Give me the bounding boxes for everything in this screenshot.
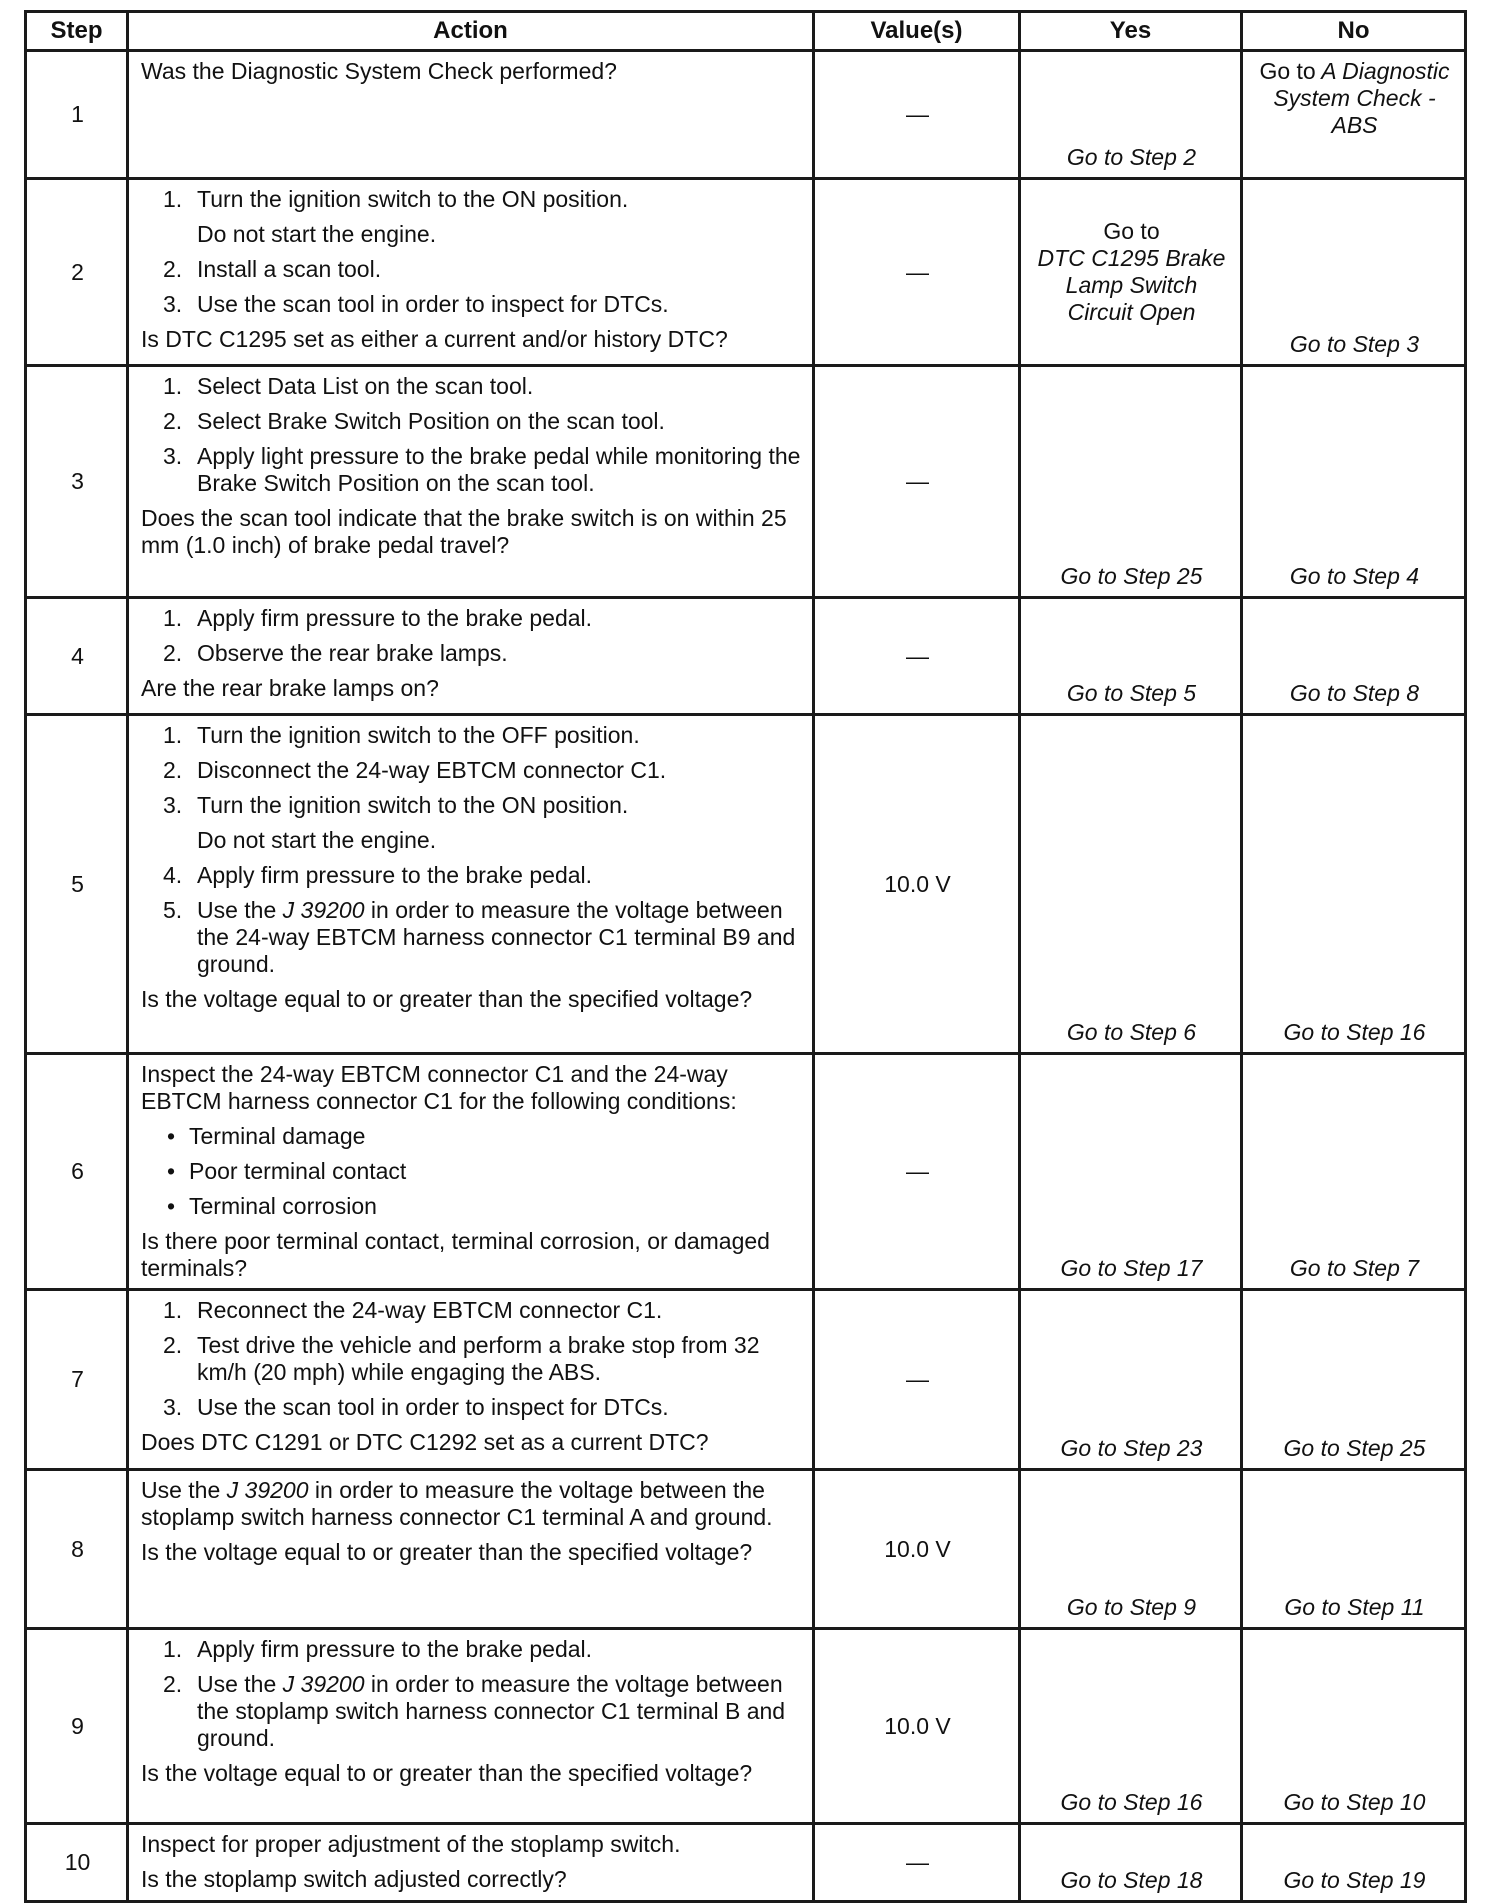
action-item: 3. Use the scan tool in order to inspect for DTCs. xyxy=(163,1394,669,1420)
no-cell: Go to Step 8 xyxy=(1242,598,1466,715)
action-item: 2. Install a scan tool. xyxy=(163,256,382,282)
action-question: Is the voltage equal to or greater than the specified voltage? xyxy=(141,986,753,1012)
header-values: Value(s) xyxy=(814,12,1020,51)
no-cell: Go to Step 3 xyxy=(1242,179,1466,366)
step-number: 2 xyxy=(26,179,128,366)
action-cell xyxy=(128,179,814,366)
step-number: 7 xyxy=(26,1290,128,1470)
no-cell: Go to Step 19 xyxy=(1242,1824,1466,1902)
action-item: 3. Turn the ignition switch to the ON position. xyxy=(163,792,629,818)
value-cell: — xyxy=(814,179,1020,366)
yes-cell: Go to Step 25 xyxy=(1020,366,1242,598)
yes-cell: Go to Step 9 xyxy=(1020,1470,1242,1629)
table-row xyxy=(26,1470,1466,1629)
table-row xyxy=(26,1824,1466,1902)
action-question: Is there poor terminal contact, terminal corrosion, or damaged terminals? xyxy=(141,1228,770,1281)
no-cell: Go to Step 10 xyxy=(1242,1629,1466,1824)
yes-cell xyxy=(1020,179,1242,366)
table-row xyxy=(26,1290,1466,1470)
action-item: 1. Select Data List on the scan tool. xyxy=(163,373,534,399)
no-cell xyxy=(1242,51,1466,179)
table-row xyxy=(26,51,1466,179)
action-item: 4. Apply firm pressure to the brake pedal. xyxy=(163,862,593,888)
table-row xyxy=(26,366,1466,598)
header-action: Action xyxy=(128,12,814,51)
value-cell: 10.0 V xyxy=(814,1629,1020,1824)
step-number: 6 xyxy=(26,1054,128,1290)
yes-cell: Go to Step 23 xyxy=(1020,1290,1242,1470)
tool-name: J 39200 xyxy=(226,1477,309,1503)
value-cell: — xyxy=(814,1290,1020,1470)
yes-cell: Go to Step 18 xyxy=(1020,1824,1242,1902)
value-cell: — xyxy=(814,1824,1020,1902)
action-item: 1. Turn the ignition switch to the OFF position. xyxy=(163,722,640,748)
action-bullet: • Terminal corrosion xyxy=(167,1193,377,1219)
action-question: Is the voltage equal to or greater than the specified voltage? xyxy=(141,1760,753,1786)
step-number: 9 xyxy=(26,1629,128,1824)
table-row xyxy=(26,1629,1466,1824)
action-cell xyxy=(128,1470,814,1629)
action-item: 2. Observe the rear brake lamps. xyxy=(163,640,508,666)
header-yes: Yes xyxy=(1020,12,1242,51)
step-number: 1 xyxy=(26,51,128,179)
action-intro: Inspect the 24-way EBTCM connector C1 and the 24-way EBTCM harness connector C1 for the following conditions: xyxy=(141,1061,737,1114)
action-cell xyxy=(128,366,814,598)
action-item: 3. Apply light pressure to the brake pedal while monitoring the Brake Switch Position on the scan tool. xyxy=(163,443,801,496)
no-cell: Go to Step 25 xyxy=(1242,1290,1466,1470)
action-cell xyxy=(128,1290,814,1470)
action-question: Was the Diagnostic System Check performed? xyxy=(141,58,617,84)
value-cell: — xyxy=(814,598,1020,715)
table-row xyxy=(26,715,1466,1054)
yes-cell: Go to Step 2 xyxy=(1020,51,1242,179)
action-cell xyxy=(128,51,814,179)
action-intro: Inspect for proper adjustment of the stoplamp switch. xyxy=(141,1831,681,1857)
action-item: 2. Use the J 39200 in order to measure the voltage between the stoplamp switch harness connector C1 terminal B and ground. xyxy=(163,1671,786,1751)
no-link[interactable]: A Diagnostic System Check - ABS xyxy=(1273,58,1450,138)
action-cell xyxy=(128,1629,814,1824)
action-item: 1. Apply firm pressure to the brake pedal. xyxy=(163,1636,593,1662)
no-cell: Go to Step 11 xyxy=(1242,1470,1466,1629)
header-no: No xyxy=(1242,12,1466,51)
yes-cell: Go to Step 5 xyxy=(1020,598,1242,715)
yes-cell: Go to Step 6 xyxy=(1020,715,1242,1054)
step-number: 5 xyxy=(26,715,128,1054)
action-cell xyxy=(128,1824,814,1902)
action-item: 1. Reconnect the 24-way EBTCM connector C1. xyxy=(163,1297,663,1323)
action-cell xyxy=(128,715,814,1054)
no-cell: Go to Step 16 xyxy=(1242,715,1466,1054)
action-item: 2. Select Brake Switch Position on the scan tool. xyxy=(163,408,665,434)
table-row xyxy=(26,598,1466,715)
action-cell xyxy=(128,1054,814,1290)
action-item-continued: Do not start the engine. xyxy=(197,221,437,247)
value-cell: 10.0 V xyxy=(814,715,1020,1054)
action-question: Is the stoplamp switch adjusted correctly? xyxy=(141,1866,567,1892)
no-cell: Go to Step 7 xyxy=(1242,1054,1466,1290)
action-item-continued: Do not start the engine. xyxy=(197,827,437,853)
header-row xyxy=(26,12,1466,51)
table-row xyxy=(26,1054,1466,1290)
action-item: 2. Disconnect the 24-way EBTCM connector C1. xyxy=(163,757,667,783)
table-row xyxy=(26,179,1466,366)
action-item: 3. Use the scan tool in order to inspect for DTCs. xyxy=(163,291,669,317)
header-step: Step xyxy=(26,12,128,51)
action-question: Is DTC C1295 set as either a current and/or history DTC? xyxy=(141,326,728,352)
value-cell: 10.0 V xyxy=(814,1470,1020,1629)
no-cell: Go to Step 4 xyxy=(1242,366,1466,598)
value-cell: — xyxy=(814,51,1020,179)
action-question: Is the voltage equal to or greater than the specified voltage? xyxy=(141,1539,753,1565)
action-item: 2. Test drive the vehicle and perform a brake stop from 32 km/h (20 mph) while engaging the ABS. xyxy=(163,1332,760,1385)
step-number: 10 xyxy=(26,1824,128,1902)
tool-name: J 39200 xyxy=(282,1671,365,1697)
action-item: 1. Apply firm pressure to the brake pedal. xyxy=(163,605,593,631)
yes-cell: Go to Step 16 xyxy=(1020,1629,1242,1824)
step-number: 8 xyxy=(26,1470,128,1629)
action-item: 5. Use the J 39200 in order to measure the voltage between the 24-way EBTCM harness connector C1 terminal B9 and ground. xyxy=(163,897,796,977)
step-number: 4 xyxy=(26,598,128,715)
diagnostic-table xyxy=(24,10,1467,1903)
yes-cell: Go to Step 17 xyxy=(1020,1054,1242,1290)
yes-link[interactable]: DTC C1295 Brake Lamp Switch Circuit Open xyxy=(1037,245,1226,325)
no-prefix: Go to xyxy=(1259,58,1316,84)
tool-name: J 39200 xyxy=(282,897,365,923)
action-item: 1. Turn the ignition switch to the ON position. xyxy=(163,186,629,212)
action-question: Does the scan tool indicate that the brake switch is on within 25 mm (1.0 inch) of brake pedal travel? xyxy=(141,505,787,558)
yes-prefix: Go to xyxy=(1103,218,1160,244)
action-cell xyxy=(128,598,814,715)
value-cell: — xyxy=(814,366,1020,598)
action-intro: Use the J 39200 in order to measure the voltage between the stoplamp switch harness connector C1 terminal A and ground. xyxy=(141,1477,773,1530)
action-question: Are the rear brake lamps on? xyxy=(141,675,439,701)
step-number: 3 xyxy=(26,366,128,598)
action-question: Does DTC C1291 or DTC C1292 set as a current DTC? xyxy=(141,1429,709,1455)
value-cell: — xyxy=(814,1054,1020,1290)
action-bullet: • Terminal damage xyxy=(167,1123,366,1149)
action-bullet: • Poor terminal contact xyxy=(167,1158,407,1184)
